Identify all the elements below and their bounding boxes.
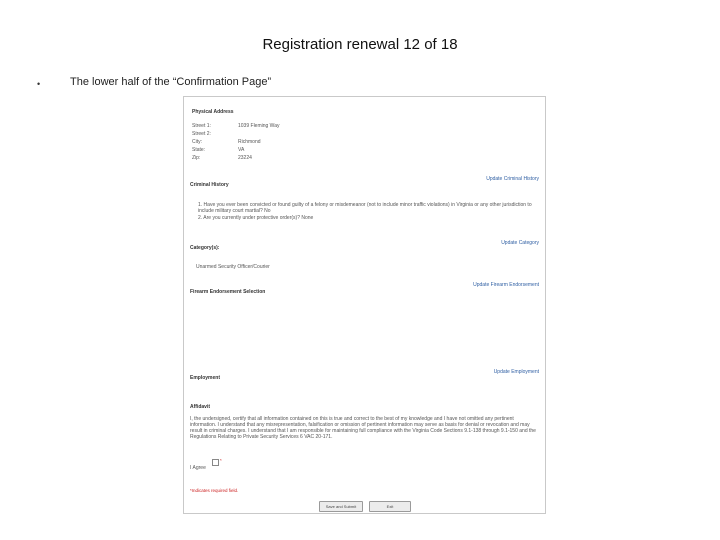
street1-label: Street 1: [192, 123, 211, 129]
agree-required-star: * [220, 458, 222, 463]
city-value: Richmond [238, 139, 261, 145]
slide-title: Registration renewal 12 of 18 [262, 36, 458, 53]
street2-label: Street 2: [192, 131, 211, 137]
street1-value: 1039 Fleming Way [238, 123, 280, 129]
affidavit-text: I, the undersigned, certify that all information contained on this is true and correct to the best of my knowledge and I have not omitted any pertinent information. I understand that any misrepresentation, falsification or omission of pertinent information may serve as basis for denial or revocation and may result in criminal charges. I understand that I am responsible for maintaining full compliance with the Virginia Code Sections 9.1-138 through 9.1-150 and the Regulations Relating to Private Security Services 6 VAC 20-171. [190, 416, 536, 440]
bullet-marker: • [37, 79, 41, 89]
agree-label: I Agree [190, 465, 206, 471]
criminal-history-question-1: 1. Have you ever been convicted or found guilty of a felony or misdemeanor (not to include minor traffic violations) in Virginia or any other jurisdiction to include military court martial? No [198, 202, 532, 214]
agree-checkbox[interactable] [212, 459, 219, 466]
employment-heading: Employment [190, 375, 221, 381]
category-heading: Category(s): [190, 245, 220, 251]
exit-button[interactable]: Exit [369, 501, 411, 512]
criminal-history-question-2: 2. Are you currently under protective order(s)? None [198, 215, 314, 221]
confirmation-page-screenshot [183, 96, 546, 514]
update-criminal-history-link[interactable]: Update Criminal History [486, 176, 539, 182]
bullet-text: The lower half of the “Confirmation Page” [70, 76, 272, 88]
zip-label: Zip: [192, 155, 201, 161]
city-label: City: [192, 139, 202, 145]
save-and-submit-button[interactable]: Save and Submit [319, 501, 363, 512]
affidavit-heading: Affidavit [190, 404, 210, 410]
category-value: Unarmed Security Officer/Courier [196, 264, 270, 270]
physical-address-heading: Physical Address [192, 109, 234, 115]
zip-value: 23224 [238, 155, 252, 161]
update-firearm-endorsement-link[interactable]: Update Firearm Endorsement [473, 282, 539, 288]
update-employment-link[interactable]: Update Employment [493, 369, 539, 375]
state-label: State: [192, 147, 206, 153]
firearm-endorsement-heading: Firearm Endorsement Selection [190, 289, 266, 295]
state-value: VA [238, 147, 245, 153]
criminal-history-heading: Criminal History [190, 182, 229, 188]
update-category-link[interactable]: Update Category [501, 240, 539, 246]
required-field-note: *Indicates required field. [190, 488, 239, 493]
